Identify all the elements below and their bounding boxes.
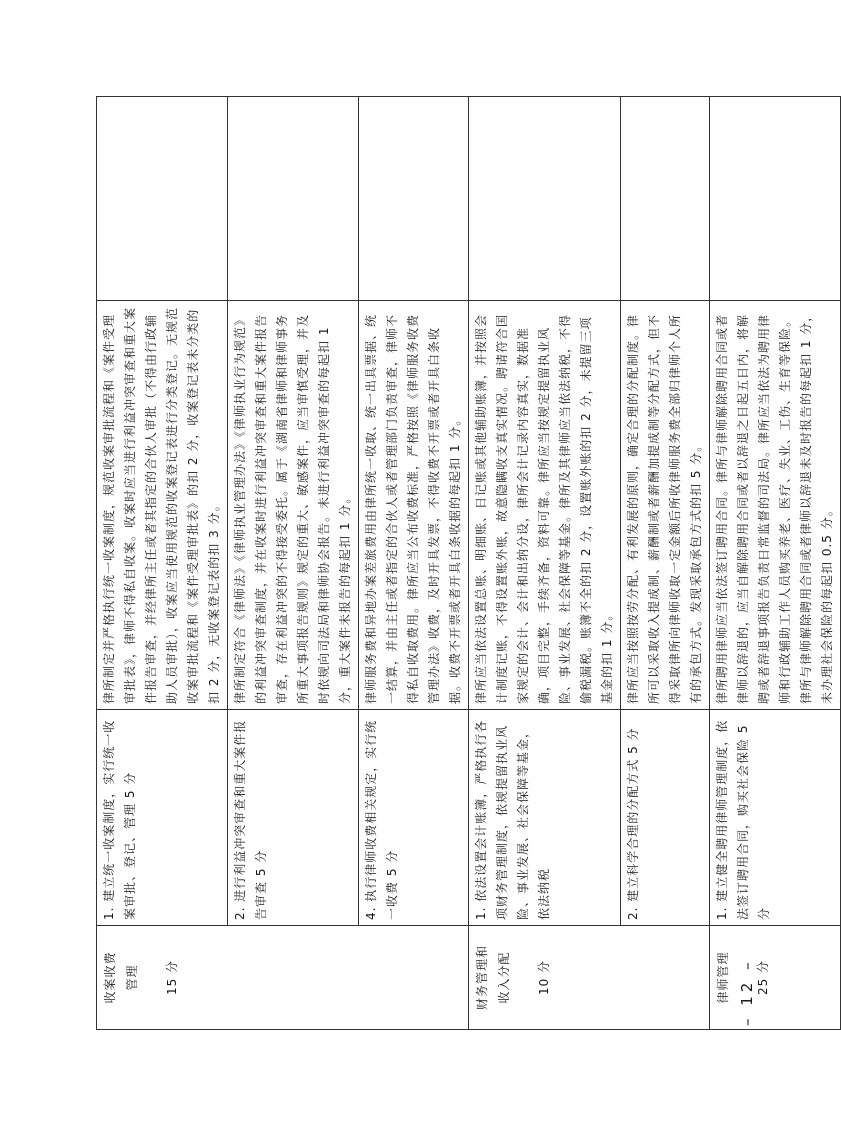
category-label: 收入分配 <box>497 951 511 1004</box>
item-cell: 1. 建立统一收案制度，实行统一收案审批、登记、管理 5 分 <box>97 710 228 926</box>
remark-cell <box>710 97 841 301</box>
category-label: 收案收费 <box>103 951 117 1004</box>
detail-cell: 律所制定符合《律师法》《律师执业管理办法》《律师执业行为规范》的利益冲突审查制度，并在收案时进行利益冲突审查和重大案件报告审查，存在利益冲突的不得接受委托。属于《湖南省律师和律师事务所重大事项报告规则》规定的重大、敏感案件，应当审慎受理，并及时依规向司法局和律师协会报告。未进行利益冲突审查的每起扣 1 分，重大案件未报告的每起扣 1 分。 <box>228 301 359 710</box>
remark-cell <box>621 97 710 301</box>
table-row <box>621 97 710 1030</box>
category-cell <box>469 926 710 1030</box>
remark-cell <box>228 97 359 301</box>
detail-cell: 律所应当按照按劳分配、有利发展的原则，确定合理的分配制度。律所可以采取收入提成制、薪酬制或者薪酬加提成制等分配方式，但不得采取律所向律师收取一定金额后所收律师服务费全部归律师个人所有的承包方式。发现采取承包方式的扣 5 分。 <box>621 301 710 710</box>
detail-cell: 律所聘用律师应当依法签订聘用合同。律所与律师解除聘用合同或者律师以辞退的，应当自解除聘用合同或者以辞退之日起五日内，将解聘或者辞退事项报告负责日常监督的司法局。律所应当依法为聘用律师和行政辅助工作人员购买养老、医疗、失业、工伤、生育等保险。律所与律师解除聘用合同或者律师以辞退未及时报告的每起扣 1 分，未办理社会保险的每起扣 0.5 分。 <box>710 301 841 710</box>
category-label: 财务管理和 <box>475 945 489 1011</box>
item-cell: 2. 进行利益冲突审查和重大案件报告审查 5 分 <box>228 710 359 926</box>
item-cell: 1. 建立健全聘用律师管理制度，依法签订聘用合同，购买社会保险 5 分 <box>710 710 841 926</box>
remark-cell <box>97 97 228 301</box>
category-cell <box>710 926 841 1030</box>
category-score: 25 分 <box>756 959 770 996</box>
page-number: – 12 – <box>738 958 756 1026</box>
remark-cell <box>469 97 621 301</box>
category-score: 10 分 <box>537 959 551 996</box>
table-row <box>469 97 621 1030</box>
assessment-table <box>96 96 841 1030</box>
category-label: 律师管理 <box>716 951 730 1004</box>
item-cell: 1. 依法设置会计账簿，严格执行各项财务管理制度，依规提留执业风险、事业发展、社会保障等基金，依法纳税 <box>469 710 621 926</box>
detail-cell: 律所应当依法设置总账、明细账、日记账或其他辅助账簿，并按照会计制度记账，不得设置账外账，故意隐瞒收支真实情况。聘请符合国家规定的会计、会计和出纳分设，律所会计记录内容真实，数据准确，项目完整，手续齐备，资料可靠。律所应当按规定提留执业风险、事业发展、社会保障等基金。律所及其律师应当依法纳税，不得偷税漏税。账簿不全的扣 2 分，设置账外账的扣 2 分，未提留三项基金的扣 1 分。 <box>469 301 621 710</box>
detail-cell: 律师服务费和异地办案差旅费用由律所统一收取、统一出具票据、统一结算，并由主任或者指定的合伙人或者管理部门负责审查，律师不得私自收取费用。律所应当公布收费标准，严格按照《律师服务收费管理办法》收费，及时开具发票，不得收费不开票或者开具白条收据。收费不开票或者开具白条收据的每起扣 1 分。 <box>359 301 469 710</box>
table-row <box>228 97 359 1030</box>
remark-cell <box>359 97 469 301</box>
table-row <box>359 97 469 1030</box>
item-cell: 2. 建立科学合理的分配方式 5 分 <box>621 710 710 926</box>
detail-cell: 律所制定并严格执行统一收案制度，规范收案审批流程和《案件受理审批表》，律师不得私自收案。收案时应当进行利益冲突审查和重大案件报告审查，并经律所主任或者其指定的合伙人审批（不得由行政辅助人员审批），收案应当使用规范的收案登记表进行分类登记。无规范收案审批流程和《案件受理审批表》的扣 2 分，收案登记表未分类的扣 2 分，无收案登记表的扣 3 分。 <box>97 301 228 710</box>
category-cell <box>97 926 469 1030</box>
table-row <box>97 97 228 1030</box>
category-score: 15 分 <box>165 959 179 996</box>
item-cell: 4. 执行律师收费相关规定，实行统一收费 5 分 <box>359 710 469 926</box>
category-label: 管理 <box>125 964 139 991</box>
table-row <box>710 97 841 1030</box>
